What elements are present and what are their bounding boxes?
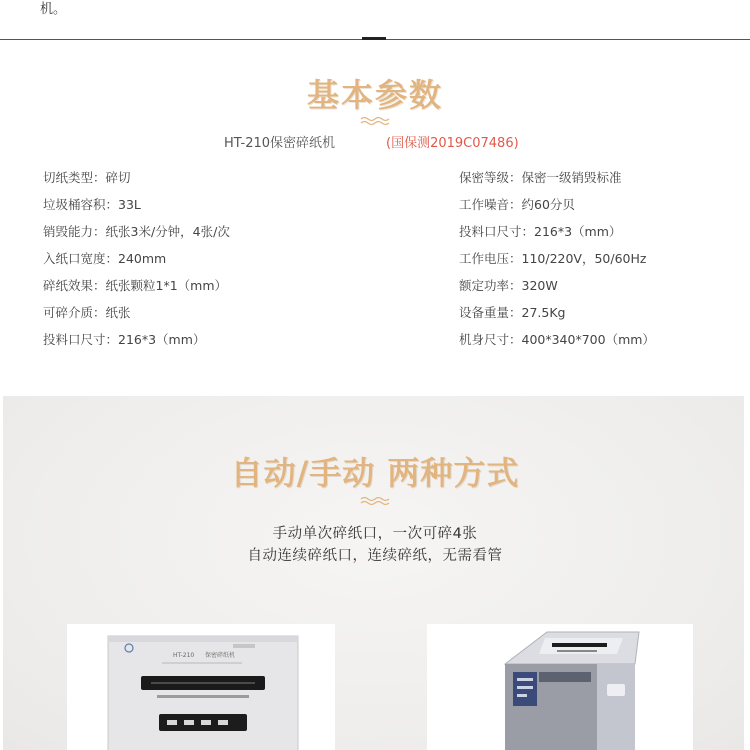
modes-title: 自动/手动 两种方式: [230, 454, 520, 492]
spec-left-1: 垃圾桶容积：33L: [43, 197, 141, 212]
spec-left-0: 切纸类型：碎切: [43, 170, 131, 185]
modes-line-auto: 自动连续碎纸口，连续碎纸，无需看管: [247, 548, 503, 564]
model-name: HT-210保密碎纸机: [224, 136, 336, 151]
spec-left-2: 销毁能力：纸张3米/分钟，4张/次: [43, 224, 230, 239]
front-name-label: 保密碎纸机: [205, 652, 236, 659]
spec-right-5: 设备重量：27.5Kg: [459, 305, 566, 320]
spec-right-3: 工作电压：110/220V，50/60Hz: [459, 251, 647, 266]
front-model-label: HT-210: [173, 652, 195, 659]
basic-params-title: 基本参数: [306, 76, 443, 114]
spec-left-3: 入纸口宽度：240mm: [43, 251, 167, 266]
wave-ornament-icon: [360, 496, 390, 508]
spec-left-4: 碎纸效果：纸张颗粒1*1（mm）: [43, 278, 228, 293]
product-card-front: [67, 624, 335, 750]
shredder-front-image: [67, 624, 335, 750]
product-card-angle: [427, 624, 693, 750]
spec-right-2: 投料口尺寸：216*3（mm）: [459, 224, 622, 239]
spec-left-6: 投料口尺寸：216*3（mm）: [43, 332, 206, 347]
previous-section-text: 机。: [40, 2, 67, 17]
spec-right-1: 工作噪音：约60分贝: [459, 197, 575, 212]
spec-left-5: 可碎介质：纸张: [43, 305, 131, 320]
certification-number: (国保测2019C07486): [386, 136, 519, 151]
spec-right-6: 机身尺寸：400*340*700（mm）: [459, 332, 655, 347]
modes-line-manual: 手动单次碎纸口，一次可碎4张: [272, 526, 478, 542]
wave-ornament-icon: [360, 116, 390, 128]
spec-right-4: 额定功率：320W: [459, 278, 558, 293]
divider-tick: [362, 37, 386, 40]
shredder-angle-image: [427, 624, 693, 750]
spec-right-0: 保密等级：保密一级销毁标准: [459, 170, 622, 185]
